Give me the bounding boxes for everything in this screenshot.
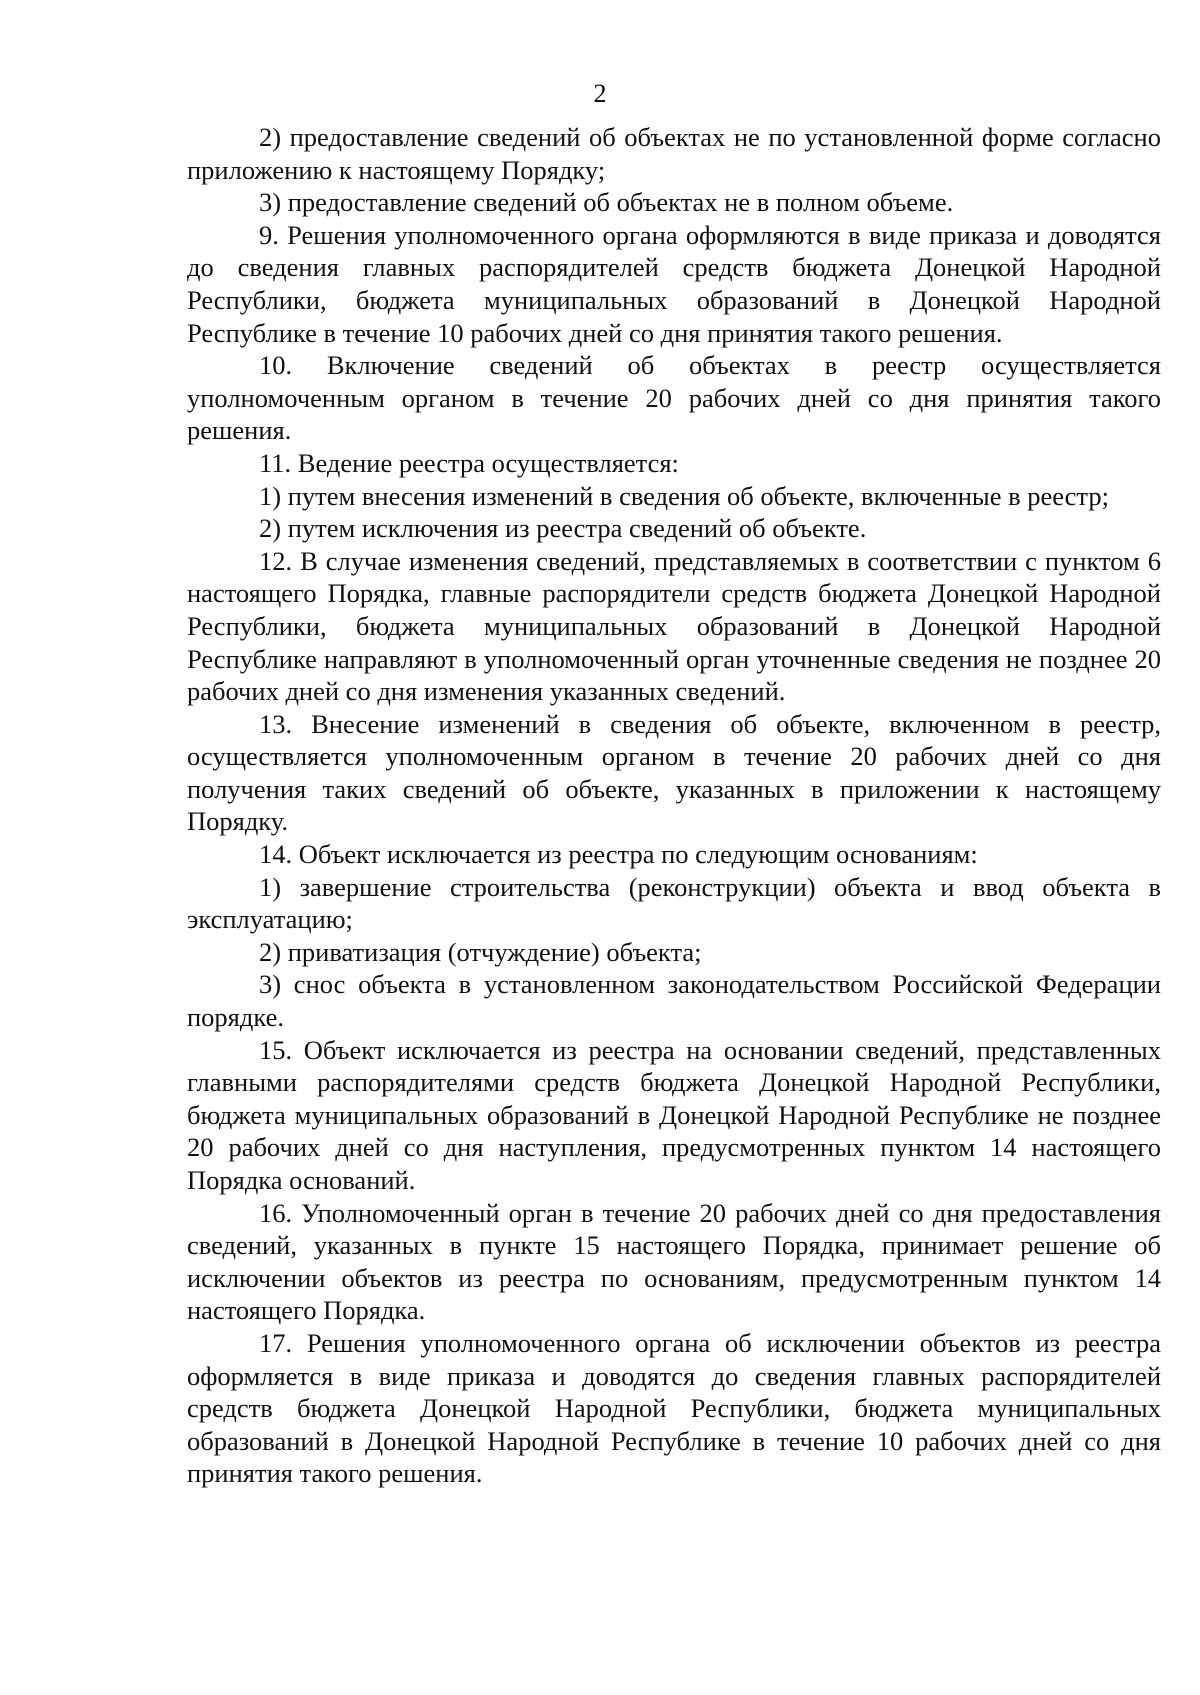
paragraph: 11. Ведение реестра осуществляется: (259, 447, 679, 478)
paragraph: 1) завершение строительства (реконструкции) объекта и ввод объекта в эксплуатацию; (187, 871, 1161, 935)
document-body (187, 121, 1161, 1490)
paragraph: 2) приватизация (отчуждение) объекта; (259, 936, 702, 967)
paragraph: 3) снос объекта в установленном законодательством Российской Федерации порядке. (187, 969, 1161, 1033)
paragraph: 16. Уполномоченный орган в течение 20 рабочих дней со дня предоставления сведений, указанных в пункте 15 настоящего Порядка, принимает решение об исключении объектов из реестра по основаниям, предусмотренным пунктом 14 настоящего Порядка. (187, 1197, 1161, 1326)
paragraph: 17. Решения уполномоченного органа об исключении объектов из реестра оформляется в виде приказа и доводятся до сведения главных распорядителей средств бюджета Донецкой Народной Республики, бюджета муниципальных образований в Донецкой Народной Республике в течение 10 рабочих дней со дня принятия такого решения. (187, 1327, 1161, 1489)
paragraph: 2) предоставление сведений об объектах не по установленной форме согласно приложению к настоящему Порядку; (187, 122, 1161, 185)
paragraph: 13. Внесение изменений в сведения об объекте, включенном в реестр, осуществляется уполномоченным органом в течение 20 рабочих дней со дня получения таких сведений об объекте, указанных в приложении к настоящему Порядку. (187, 708, 1161, 837)
paragraph: 9. Решения уполномоченного органа оформляются в виде приказа и доводятся до сведения главных распорядителей средств бюджета Донецкой Народной Республики, бюджета муниципальных образований в Донецкой Народной Республике в течение 10 рабочих дней со дня принятия такого решения. (187, 219, 1161, 348)
paragraph: 1) путем внесения изменений в сведения об объекте, включенные в реестр; (259, 480, 1109, 511)
paragraph: 12. В случае изменения сведений, представляемых в соответствии с пунктом 6 настоящего Порядка, главные распорядители средств бюджета Донецкой Народной Республики, бюджета муниципальных образований в Донецкой Народной Республике направляют в уполномоченный орган уточненные сведения не позднее 20 рабочих дней со дня изменения указанных сведений. (187, 545, 1161, 707)
page-number: 2 (593, 79, 607, 108)
paragraph: 3) предоставление сведений об объектах не в полном объеме. (259, 187, 954, 218)
paragraph: 2) путем исключения из реестра сведений об объекте. (259, 513, 867, 544)
paragraph: 10. Включение сведений об объектах в реестр осуществляется уполномоченным органом в течение 20 рабочих дней со дня принятия такого решения. (187, 350, 1161, 446)
paragraph: 14. Объект исключается из реестра по следующим основаниям: (259, 839, 978, 870)
paragraph: 15. Объект исключается из реестра на основании сведений, представленных главными распорядителями средств бюджета Донецкой Народной Республики, бюджета муниципальных образований в Донецкой Народной Республике не позднее 20 рабочих дней со дня наступления, предусмотренных пунктом 14 настоящего Порядка оснований. (187, 1034, 1161, 1195)
